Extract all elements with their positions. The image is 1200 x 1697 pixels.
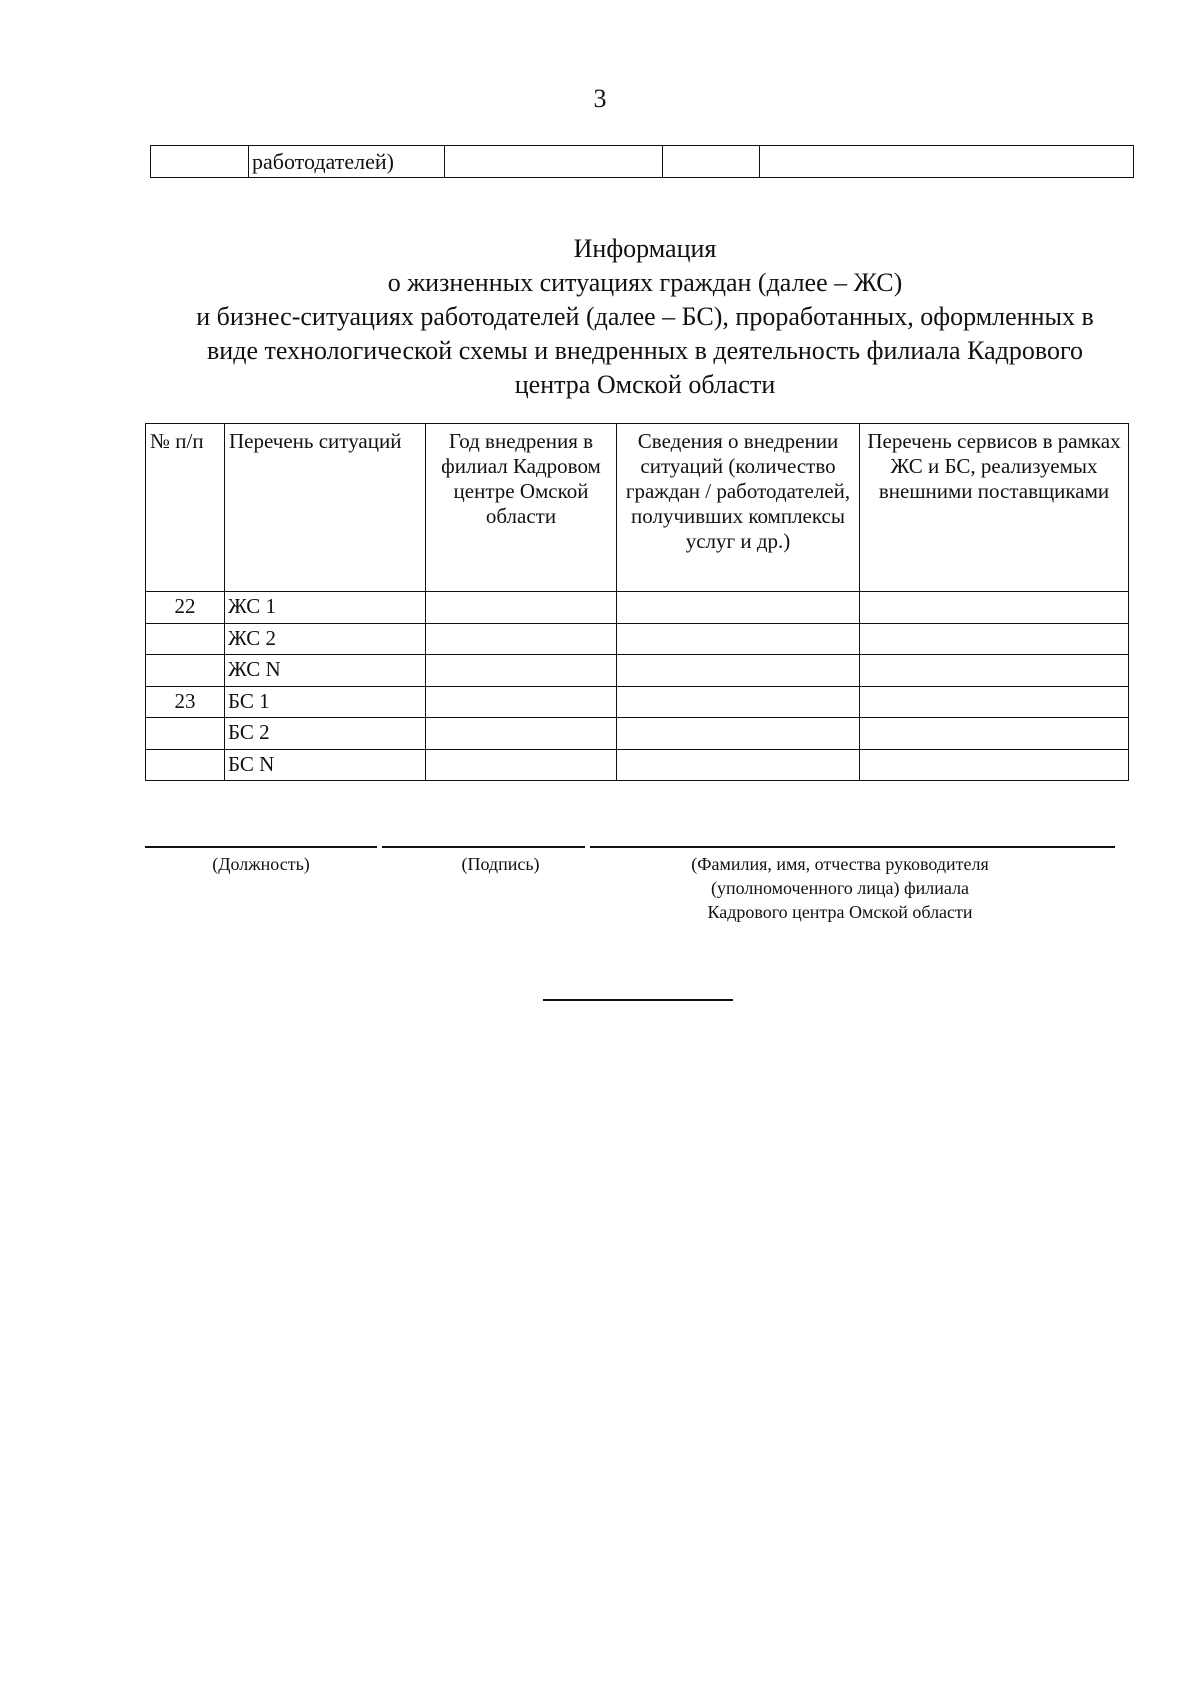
closing-line [543, 999, 733, 1001]
row-year [426, 623, 617, 655]
signature-line [382, 846, 585, 848]
cell-services [760, 146, 1134, 178]
row-services [860, 749, 1129, 781]
header-info: Сведения о внедрении ситуаций (количество граждан / работодателей, получивших комплексы услуг и др.) [617, 424, 860, 592]
row-situation: БС 2 [225, 718, 426, 750]
name-caption [630, 852, 1050, 924]
row-info [617, 623, 860, 655]
table-row [146, 655, 1129, 687]
name-caption-line: Кадрового центра Омской области [707, 902, 973, 922]
header-services: Перечень сервисов в рамках ЖС и БС, реализуемых внешними поставщиками [860, 424, 1129, 592]
row-services [860, 623, 1129, 655]
cell-situation: работодателей) [249, 146, 445, 178]
cell-year [445, 146, 663, 178]
table-row [146, 686, 1129, 718]
row-year [426, 655, 617, 687]
row-info [617, 718, 860, 750]
signature-caption: (Подпись) [461, 854, 540, 874]
header-num: № п/п [146, 424, 225, 592]
title-line: о жизненных ситуациях граждан (далее – ЖС) [387, 268, 903, 297]
table-row [146, 592, 1129, 624]
row-year [426, 592, 617, 624]
table-row [146, 749, 1129, 781]
header-situations: Перечень ситуаций [225, 424, 426, 592]
row-situation: БС 1 [225, 686, 426, 718]
title-line: и бизнес-ситуациях работодателей (далее – БС), проработанных, оформленных в [196, 302, 1094, 331]
row-info [617, 686, 860, 718]
row-services [860, 718, 1129, 750]
row-services [860, 655, 1129, 687]
row-num [146, 623, 225, 655]
name-caption-line: (уполномоченного лица) филиала [710, 878, 970, 898]
position-caption: (Должность) [212, 854, 310, 874]
title-line: виде технологической схемы и внедренных в деятельность филиала Кадрового [207, 336, 1083, 365]
situations-table [145, 423, 1129, 781]
row-situation: БС N [225, 749, 426, 781]
row-services [860, 686, 1129, 718]
row-info [617, 749, 860, 781]
row-year [426, 749, 617, 781]
table-row [151, 146, 1134, 178]
table-header-row [146, 424, 1129, 592]
table-row [146, 718, 1129, 750]
page-number: 3 [593, 84, 607, 113]
row-num [146, 749, 225, 781]
cell-info [663, 146, 760, 178]
row-info [617, 592, 860, 624]
title-line: Информация [573, 234, 717, 263]
row-situation: ЖС 2 [225, 623, 426, 655]
document-title [150, 232, 1140, 402]
header-year: Год внедрения в филиал Кадровом центре Омской области [426, 424, 617, 592]
name-signature-line [590, 846, 1115, 848]
row-num [146, 718, 225, 750]
row-info [617, 655, 860, 687]
row-num [146, 655, 225, 687]
cell-num [151, 146, 249, 178]
table-row [146, 623, 1129, 655]
row-situation: ЖС 1 [225, 592, 426, 624]
row-num: 22 [146, 592, 225, 624]
name-caption-line: (Фамилия, имя, отчества руководителя [691, 854, 989, 874]
title-line: центра Омской области [514, 370, 776, 399]
continuation-table [150, 145, 1134, 178]
row-year [426, 686, 617, 718]
row-year [426, 718, 617, 750]
position-signature-line [145, 846, 377, 848]
row-situation: ЖС N [225, 655, 426, 687]
row-num: 23 [146, 686, 225, 718]
row-services [860, 592, 1129, 624]
